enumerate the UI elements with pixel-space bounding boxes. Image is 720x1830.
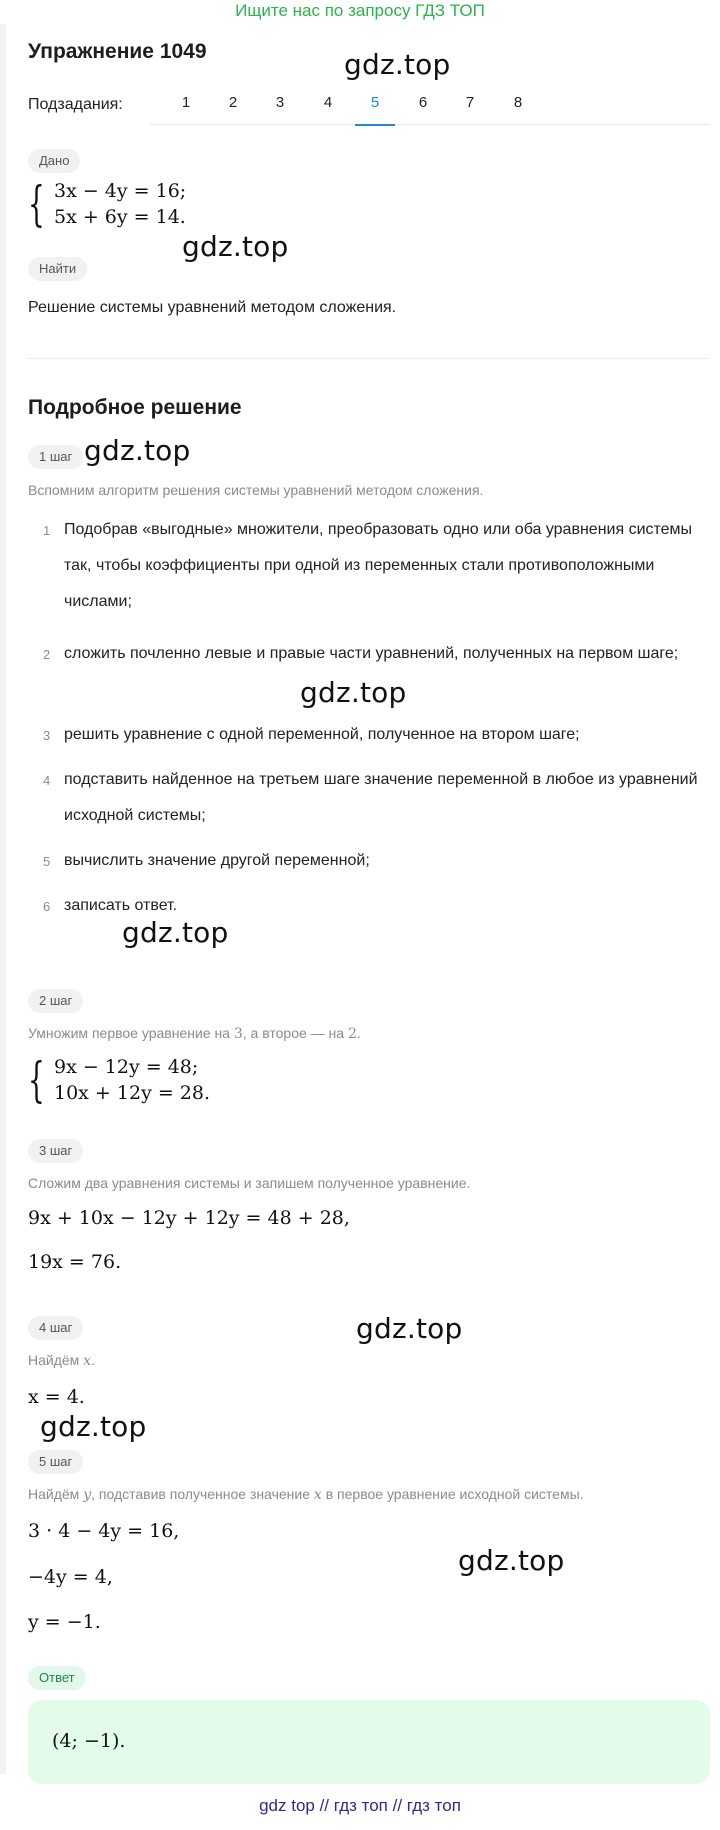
watermark: gdz.top xyxy=(458,1544,565,1577)
step-3-hint: Сложим два уравнения системы и запишем полученное уравнение. xyxy=(28,1175,471,1191)
step-1-badge: 1 шаг xyxy=(28,445,83,469)
step-1-hint: Вспомним алгоритм решения системы уравнений методом сложения. xyxy=(28,482,484,498)
list-item-number: 6 xyxy=(43,899,51,914)
step-5-equation-3: y = −1. xyxy=(28,1611,101,1633)
step-5-badge: 5 шаг xyxy=(28,1450,83,1474)
footer-links[interactable]: gdz top // гдз топ // гдз топ xyxy=(259,1796,461,1815)
step-2-badge: 2 шаг xyxy=(28,989,83,1013)
system-brace: { xyxy=(28,176,45,232)
given-system xyxy=(28,176,328,236)
watermark: gdz.top xyxy=(40,1410,147,1443)
step-2-equation-1: 9x − 12y = 48; xyxy=(54,1056,199,1078)
watermark: gdz.top xyxy=(344,48,451,81)
list-item-text: Подобрав «выгодные» множители, преобразовать одно или оба уравнения системы так, чтобы коэффициенты при одной из переменных стали противоположными числами; xyxy=(64,521,693,610)
list-item-number: 2 xyxy=(43,647,51,662)
step-2-hint: Умножим первое уравнение на 3, а второе — на 2. xyxy=(28,1025,361,1042)
step-2-equation-2: 10x + 12y = 28. xyxy=(54,1082,211,1104)
given-badge: Дано xyxy=(28,149,80,173)
find-text: Решение системы уравнений методом сложения. xyxy=(28,299,397,316)
subtask-tab-2[interactable]: 2 xyxy=(228,94,238,111)
subtask-tab-5[interactable]: 5 xyxy=(355,92,395,126)
watermark: gdz.top xyxy=(122,916,229,949)
subtask-tab-7[interactable]: 7 xyxy=(465,94,475,111)
watermark: gdz.top xyxy=(356,1312,463,1345)
list-item-text: записать ответ. xyxy=(64,897,178,914)
subtasks-bar xyxy=(28,92,710,125)
watermark: gdz.top xyxy=(84,434,191,467)
list-item-text: подставить найденное на третьем шаге значение переменной в любое из уравнений исходной системы; xyxy=(64,771,698,824)
top-banner[interactable]: Ищите нас по запросу ГДЗ ТОП xyxy=(235,1,485,20)
subtask-tab-4[interactable]: 4 xyxy=(323,94,333,111)
list-item-text: вычислить значение другой переменной; xyxy=(64,852,370,869)
step-4-equation: x = 4. xyxy=(28,1386,85,1408)
list-item-number: 5 xyxy=(43,854,51,869)
step-4-hint: Найдём x. xyxy=(28,1352,95,1369)
step-5-hint: Найдём y, подставив полученное значение x в первое уравнение исходной системы. xyxy=(28,1486,584,1503)
step-3-equation-2: 19x = 76. xyxy=(28,1251,122,1273)
list-item-text: сложить почленно левые и правые части уравнений, полученных на первом шаге; xyxy=(64,645,679,662)
subtasks-underline xyxy=(150,124,710,125)
step-4-badge: 4 шаг xyxy=(28,1316,83,1340)
answer-badge: Ответ xyxy=(28,1666,86,1690)
list-item-number: 4 xyxy=(43,773,51,788)
subtask-tab-3[interactable]: 3 xyxy=(275,94,285,111)
watermark: gdz.top xyxy=(182,230,289,263)
given-equation-2: 5x + 6y = 14. xyxy=(54,206,186,228)
subtasks-label: Подзадания: xyxy=(28,96,123,113)
step-5-equation-2: −4y = 4, xyxy=(28,1566,113,1588)
exercise-title: Упражнение 1049 xyxy=(28,40,207,63)
list-item-number: 3 xyxy=(43,728,51,743)
subtask-tab-8[interactable]: 8 xyxy=(513,94,523,111)
subtask-tab-1[interactable]: 1 xyxy=(181,94,191,111)
list-item-number: 1 xyxy=(43,523,51,538)
solution-title: Подробное решение xyxy=(28,396,242,419)
answer-value: (4; −1). xyxy=(52,1730,126,1752)
given-equation-1: 3x − 4y = 16; xyxy=(54,180,187,202)
system-brace: { xyxy=(28,1052,45,1108)
answer-box xyxy=(28,1700,710,1784)
subtask-tab-6[interactable]: 6 xyxy=(418,94,428,111)
left-divider xyxy=(0,24,6,1774)
find-badge: Найти xyxy=(28,257,87,281)
list-item-text: решить уравнение с одной переменной, полученное на втором шаге; xyxy=(64,726,580,743)
step-5-equation-1: 3 · 4 − 4y = 16, xyxy=(28,1520,180,1542)
step-3-badge: 3 шаг xyxy=(28,1139,83,1163)
watermark: gdz.top xyxy=(300,676,407,709)
section-divider xyxy=(28,358,710,359)
step-2-system xyxy=(28,1052,328,1112)
step-3-equation-1: 9x + 10x − 12y + 12y = 48 + 28, xyxy=(28,1207,350,1229)
